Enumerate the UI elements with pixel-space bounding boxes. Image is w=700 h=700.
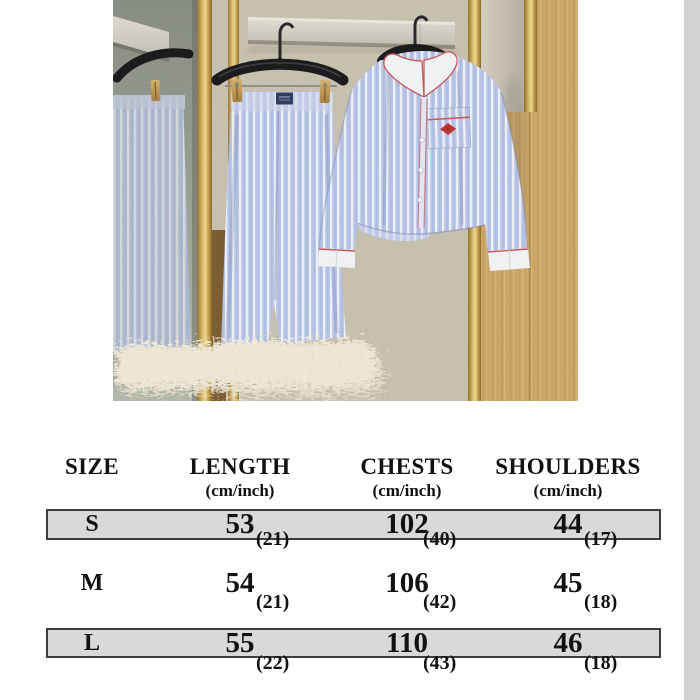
size-value: L (83, 630, 100, 656)
shoulder-inch: (18) (584, 591, 618, 613)
chest-inch: (40) (423, 528, 457, 550)
table-row-l (0, 627, 700, 674)
chest-cell (327, 508, 487, 550)
chest-cell (327, 566, 487, 613)
length-inch: (22) (256, 652, 290, 674)
shoulder-cm: 45 (553, 567, 583, 599)
shoulder-cell (488, 627, 648, 674)
shoulder-cm: 46 (553, 627, 583, 659)
length-inch: (21) (256, 591, 290, 613)
shoulder-inch: (18) (584, 652, 618, 674)
length-cell (160, 566, 320, 613)
shoulder-cell (488, 566, 648, 613)
table-row-s (0, 508, 700, 550)
length-inch: (21) (256, 528, 290, 550)
size-value: S (85, 511, 99, 537)
shoulder-cell (488, 508, 648, 550)
shoulder-cm: 44 (553, 508, 583, 540)
size-value: M (80, 570, 104, 596)
length-cell (160, 627, 320, 674)
length-cm: 55 (225, 627, 255, 659)
header-shoulders: SHOULDERS (cm/inch) (495, 454, 641, 500)
length-cell (160, 508, 320, 550)
chest-inch: (42) (423, 591, 457, 613)
chest-cm: 110 (386, 627, 428, 659)
header-size: SIZE (64, 454, 120, 479)
shoulder-inch: (17) (584, 528, 618, 550)
header-length: LENGTH (cm/inch) (189, 454, 291, 500)
chest-cm: 102 (385, 508, 429, 540)
size-chart-header (0, 453, 700, 503)
length-cm: 53 (225, 508, 255, 540)
chest-inch: (43) (423, 652, 457, 674)
chest-cell (327, 627, 487, 674)
length-cm: 54 (225, 567, 255, 599)
table-row-m (0, 566, 700, 613)
chest-cm: 106 (385, 567, 429, 599)
header-chests: CHESTS (cm/inch) (360, 454, 454, 500)
